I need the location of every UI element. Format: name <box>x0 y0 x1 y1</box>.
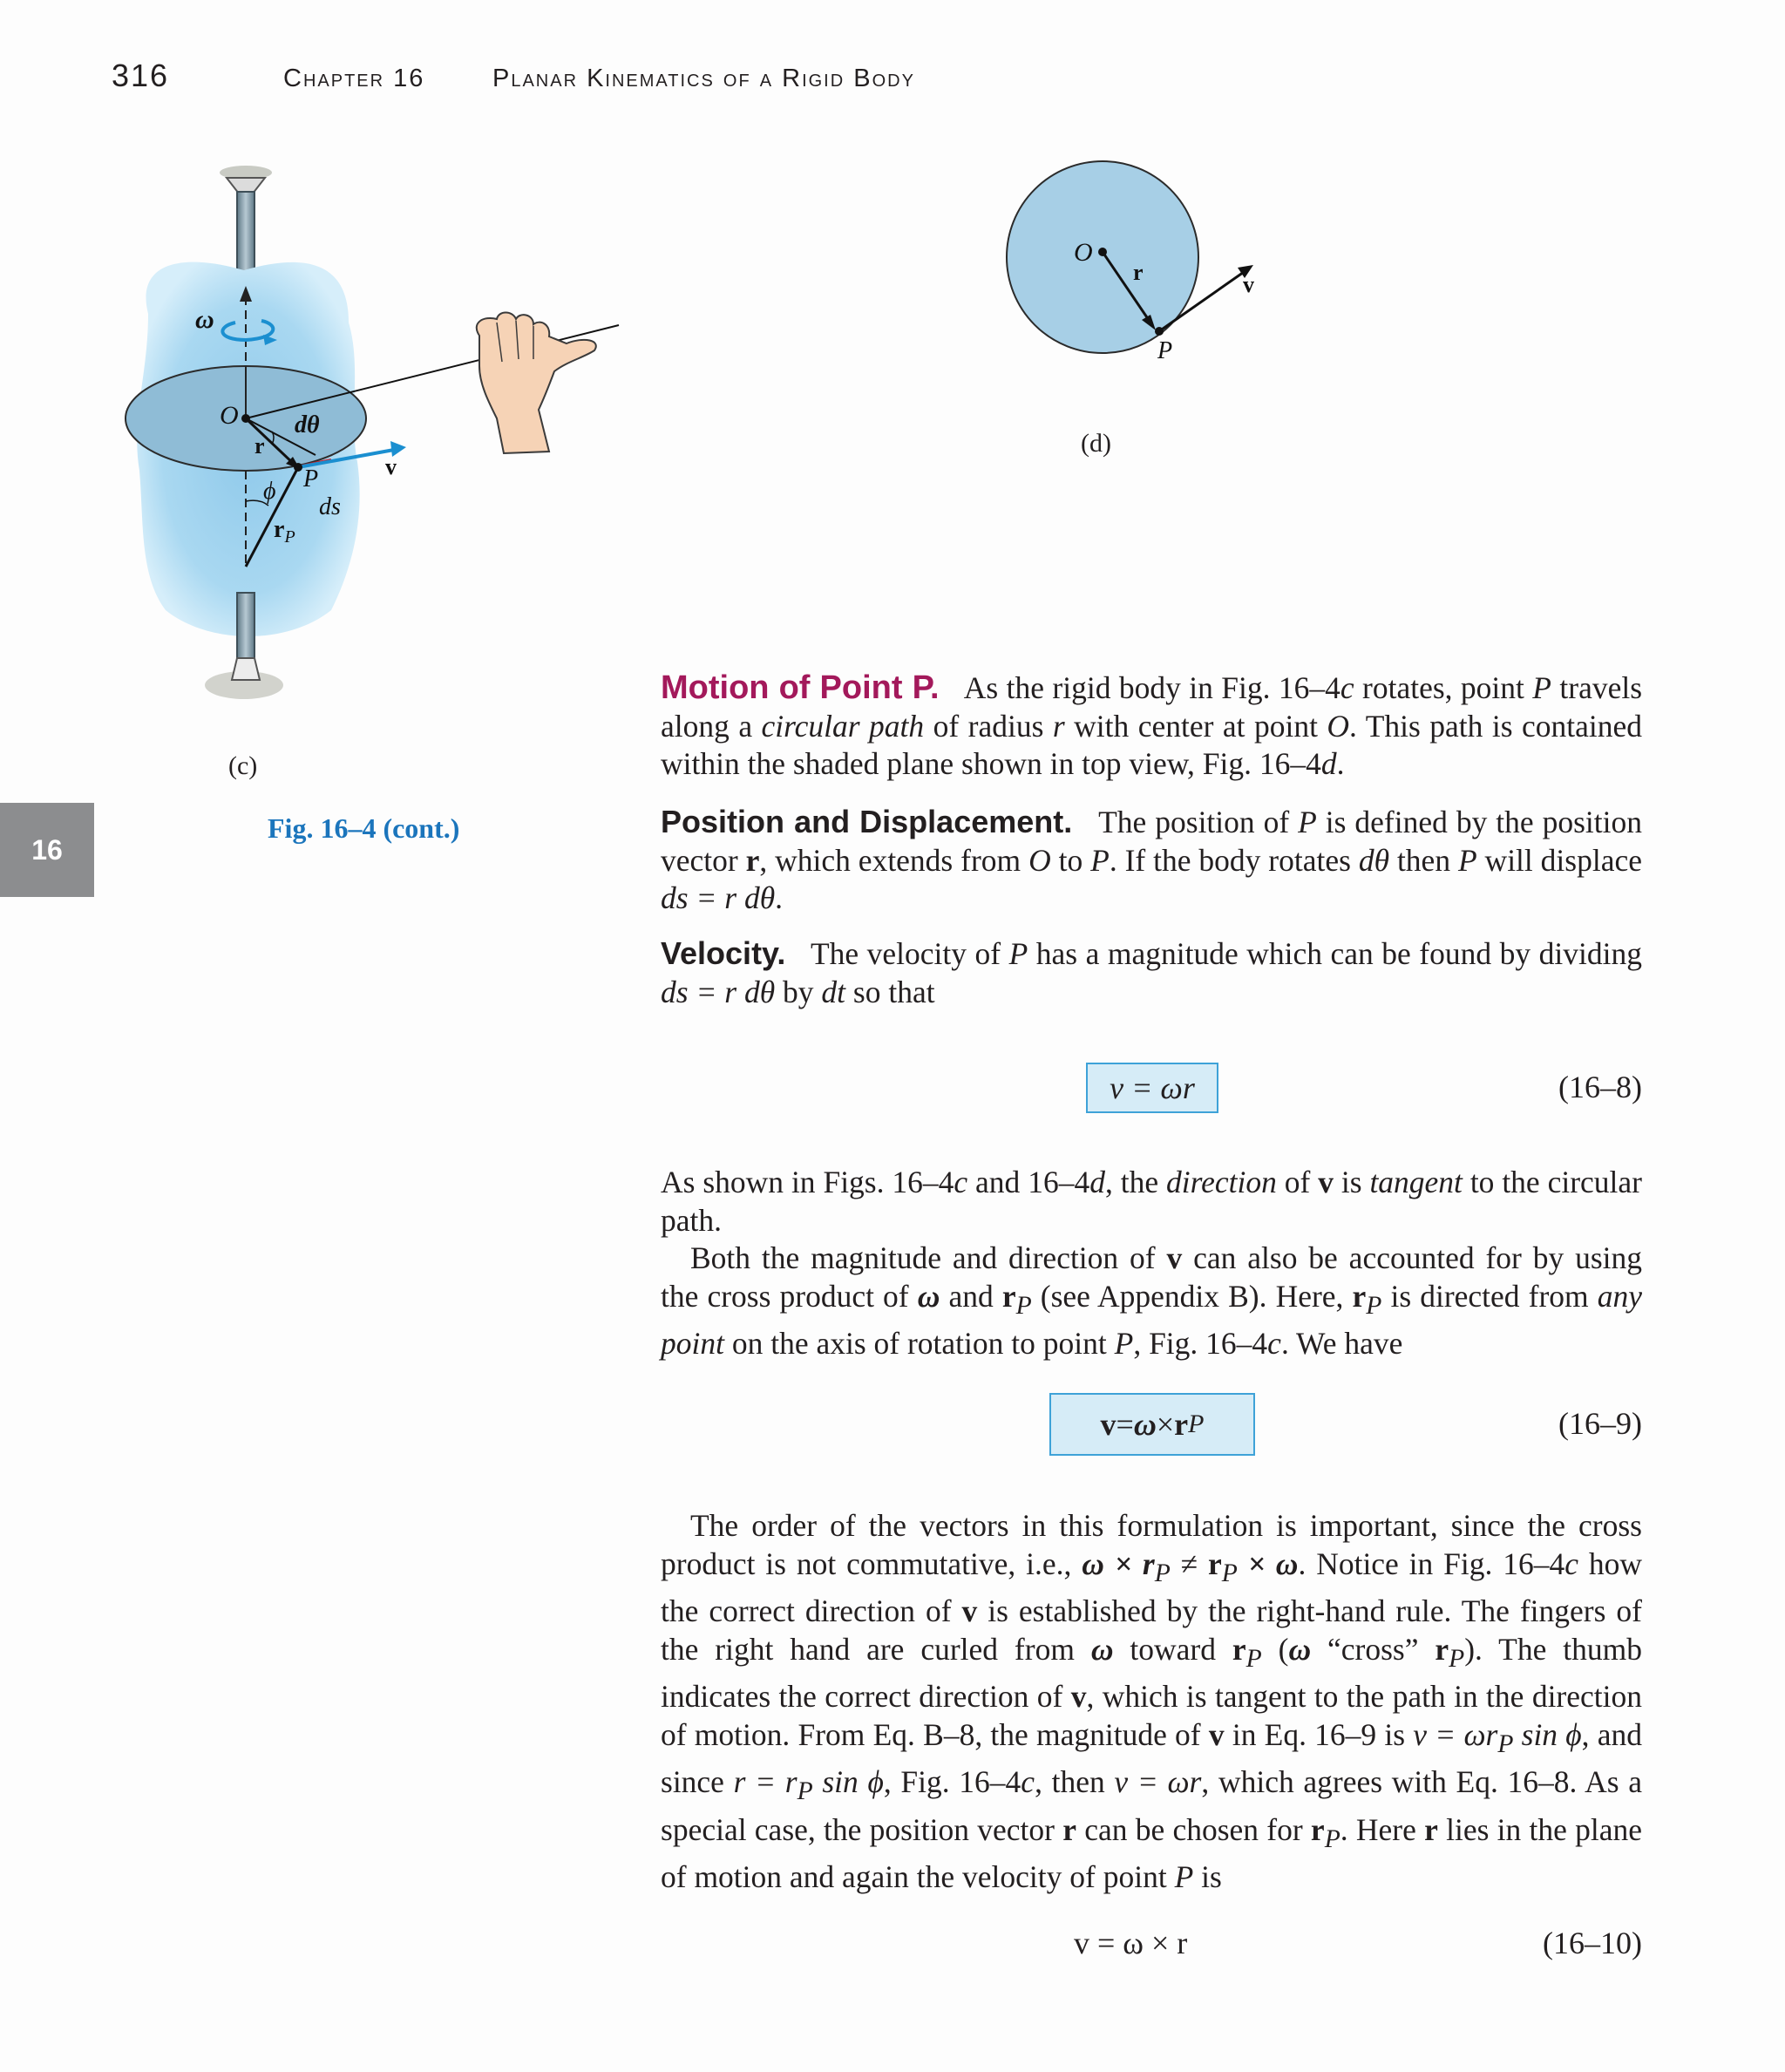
figure-caption: Fig. 16–4 (cont.) <box>268 812 460 844</box>
equation-number: (16–9) <box>1558 1406 1642 1441</box>
equation-number: (16–8) <box>1558 1070 1642 1104</box>
equation-number: (16–10) <box>1543 1926 1642 1960</box>
fig-d-r-label: r <box>1133 260 1144 285</box>
paragraph: The order of the vectors in this formulation is important, since the cross product is not commutative, i.e., $\omega \times r_P \ne r_P \times \omega$. Notice in Fig. 16–4c how the correct direction of v is established by the right-hand rule. The fingers of the right hand are curled from ω toward $r_P$ (ω “cross” $r_P$). The thumb indicates the correct direction of v, which is tangent to the path in the direction of motion. From Eq. B–8, the magnitude of v in Eq. 16–9 is $v = \omega r_P$ sin ϕ, and since $r = r_P$ sin ϕ, Fig. 16–4c, then v = ωr, which agrees with Eq. 16–8. As a special case, the position vector r can be chosen for $r_P$. Here r lies in the plane of motion and again the velocity of point P is <box>661 1508 1643 1895</box>
section-heading: Position and Displacement. <box>661 804 1073 839</box>
fig-c-p-label: P <box>303 465 319 493</box>
paragraph: As shown in Figs. 16–4c and 16–4d, the direction of v is tangent to the circular path. <box>661 1165 1642 1238</box>
fig-d-v-label: v <box>1243 272 1254 297</box>
paragraph: Velocity. The velocity of P has a magnitude which can be found by dividing ds = r dθ by dt so that <box>661 935 1642 1009</box>
fig-c-rp-label: $r_P$ <box>274 516 295 547</box>
paragraph-direction <box>661 1164 1642 1363</box>
equation-16-9: v = ω × r P <box>1049 1393 1255 1456</box>
fig-c-ds-label: ds <box>319 493 341 520</box>
fig-d-p-label: P <box>1157 337 1173 364</box>
fig-c-dtheta-label: dθ <box>295 411 320 438</box>
paragraph: Motion of Point P. As the rigid body in Fig. 16–4c rotates, point P travels along a circular path of radius r with center at point O. This path is contained within the shaded plane shown in top view, Fig. 16–4d. <box>661 669 1643 781</box>
paragraph-cross-product <box>661 1507 1642 1897</box>
figure-d-label: (d) <box>1081 429 1111 458</box>
page-number: 316 <box>112 58 170 93</box>
section-heading: Velocity. <box>661 935 786 971</box>
fig-d-point-p <box>1155 327 1164 336</box>
figure-c-label: (c) <box>228 751 258 780</box>
section-heading: Motion of Point P. <box>661 669 940 706</box>
right-hand <box>477 313 596 454</box>
bottom-bearing <box>232 658 260 680</box>
fig-c-omega-label: ω <box>195 305 214 334</box>
figure-c-rigid-body <box>113 157 636 724</box>
fig-c-v-label: v <box>385 454 397 479</box>
fig-c-r-label: r <box>255 433 265 459</box>
chapter-title: Planar Kinematics of a Rigid Body <box>492 65 915 92</box>
fig-d-point-o <box>1098 248 1107 256</box>
fig-c-phi-label: ϕ <box>263 478 276 505</box>
paragraph: Both the magnitude and direction of v can also be accounted for by using the cross product of ω and $r_P$ (see Appendix B). Here, $r_P$ is directed from any point on the axis of rotation to point P, Fig. 16–4c. We have <box>661 1240 1643 1362</box>
equation-16-8: v = ωr <box>1086 1063 1218 1113</box>
section-position-displacement <box>661 803 1642 918</box>
chapter-tab: 16 <box>0 803 94 897</box>
equation-16-10: v = ω × r <box>1074 1926 1188 1960</box>
section-velocity <box>661 934 1642 1011</box>
figure-d-top-view <box>994 153 1273 370</box>
chapter-label: Chapter 16 <box>283 65 425 92</box>
section-motion-of-point-p <box>661 669 1642 784</box>
shaft-bottom <box>237 593 255 658</box>
point-p <box>294 463 302 472</box>
paragraph: Position and Displacement. The position of P is defined by the position vector r, which extends from O to P. If the body rotates dθ then P will displace ds = r dθ. <box>661 804 1642 915</box>
fig-c-o-label: O <box>220 401 239 430</box>
fig-d-o-label: O <box>1074 238 1093 267</box>
